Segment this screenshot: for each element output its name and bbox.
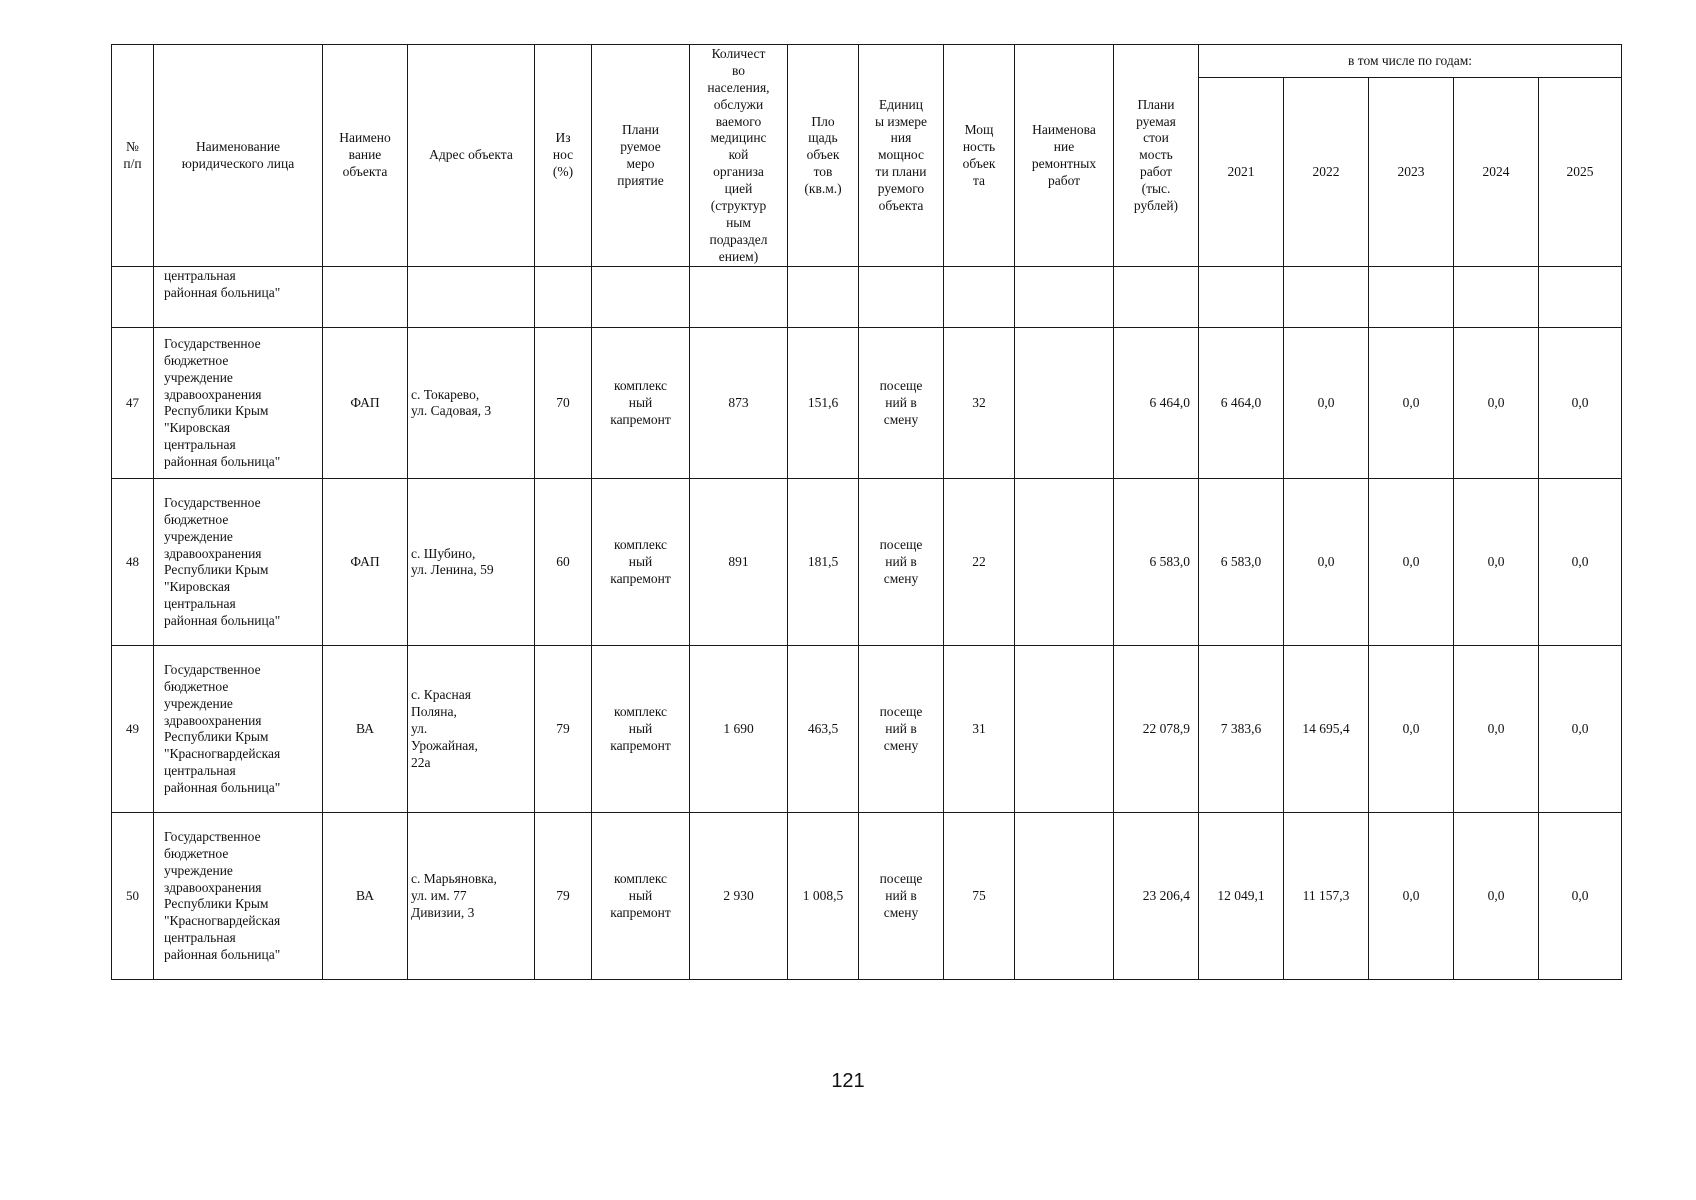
repair-plan-table: [111, 44, 1622, 980]
cell-population: 891: [690, 479, 788, 646]
cell-capacity-unit: посеще ний в смену: [859, 813, 944, 980]
cell-measure: комплекс ный капремонт: [592, 646, 690, 813]
cell-repair-name: [1015, 328, 1114, 479]
table-row: [112, 328, 1622, 479]
cell-capacity: 31: [944, 646, 1015, 813]
cell-year-2022: 14 695,4: [1284, 646, 1369, 813]
cell-year-2022: 11 157,3: [1284, 813, 1369, 980]
cell-empty: [690, 267, 788, 328]
cell-empty: [112, 267, 154, 328]
cell-year-2021: 12 049,1: [1199, 813, 1284, 980]
cell-address: с. Красная Поляна, ул. Урожайная, 22а: [408, 646, 535, 813]
cell-year-2023: 0,0: [1369, 646, 1454, 813]
header-area: Пло щадь объек тов (кв.м.): [788, 45, 859, 267]
cell-year-2023: 0,0: [1369, 813, 1454, 980]
cell-population: 873: [690, 328, 788, 479]
cell-empty: [592, 267, 690, 328]
cell-capacity: 75: [944, 813, 1015, 980]
cell-year-2024: 0,0: [1454, 646, 1539, 813]
table-row-continuation: [112, 267, 1622, 328]
header-legal-entity: Наименование юридического лица: [154, 45, 323, 267]
header-row-top: [112, 45, 1622, 78]
cell-year-2023: 0,0: [1369, 479, 1454, 646]
cell-empty: [1454, 267, 1539, 328]
cell-capacity-unit: посеще ний в смену: [859, 646, 944, 813]
header-year-2024: 2024: [1454, 78, 1539, 267]
cell-object-name: ФАП: [323, 479, 408, 646]
cell-capacity: 22: [944, 479, 1015, 646]
header-object-name: Наимено вание объекта: [323, 45, 408, 267]
header-planned-measure: Плани руемое меро приятие: [592, 45, 690, 267]
header-by-years: в том числе по годам:: [1199, 45, 1622, 78]
cell-repair-name: [1015, 479, 1114, 646]
cell-year-2023: 0,0: [1369, 328, 1454, 479]
cell-legal-entity: Государственное бюджетное учреждение здравоохранения Республики Крым "Красногвардейская центральная районная больница": [154, 646, 323, 813]
cell-empty: [788, 267, 859, 328]
header-wear: Из нос (%): [535, 45, 592, 267]
cell-year-2024: 0,0: [1454, 813, 1539, 980]
cell-population: 1 690: [690, 646, 788, 813]
header-year-2022: 2022: [1284, 78, 1369, 267]
cell-wear: 60: [535, 479, 592, 646]
header-address: Адрес объекта: [408, 45, 535, 267]
page-number: 121: [831, 1070, 865, 1092]
cell-year-2025: 0,0: [1539, 646, 1622, 813]
cell-legal-entity: Государственное бюджетное учреждение здравоохранения Республики Крым "Кировская центральная районная больница": [154, 479, 323, 646]
cell-capacity-unit: посеще ний в смену: [859, 328, 944, 479]
cell-planned-cost: 6 464,0: [1114, 328, 1199, 479]
cell-year-2022: 0,0: [1284, 479, 1369, 646]
header-population: Количест во населения, обслужи ваемого медицинс кой организа цией (структур ным подраздел ением): [690, 45, 788, 267]
cell-object-name: ВА: [323, 646, 408, 813]
cell-year-2021: 7 383,6: [1199, 646, 1284, 813]
table-row: [112, 479, 1622, 646]
cell-num: 50: [112, 813, 154, 980]
table-header: [112, 45, 1622, 267]
cell-legal-entity: Государственное бюджетное учреждение здравоохранения Республики Крым "Кировская центральная районная больница": [154, 328, 323, 479]
cell-year-2024: 0,0: [1454, 328, 1539, 479]
cell-wear: 79: [535, 813, 592, 980]
cell-area: 1 008,5: [788, 813, 859, 980]
cell-area: 151,6: [788, 328, 859, 479]
cell-num: 47: [112, 328, 154, 479]
cell-empty: [1199, 267, 1284, 328]
cell-object-name: ФАП: [323, 328, 408, 479]
cell-empty: [323, 267, 408, 328]
cell-measure: комплекс ный капремонт: [592, 328, 690, 479]
cell-planned-cost: 23 206,4: [1114, 813, 1199, 980]
cell-address: с. Шубино, ул. Ленина, 59: [408, 479, 535, 646]
header-year-2025: 2025: [1539, 78, 1622, 267]
header-year-2021: 2021: [1199, 78, 1284, 267]
cell-wear: 70: [535, 328, 592, 479]
cell-wear: 79: [535, 646, 592, 813]
cell-empty: [1539, 267, 1622, 328]
cell-empty: [1114, 267, 1199, 328]
cell-population: 2 930: [690, 813, 788, 980]
header-year-2023: 2023: [1369, 78, 1454, 267]
table-body: [112, 267, 1622, 980]
table-row: [112, 813, 1622, 980]
cell-address: с. Токарево, ул. Садовая, 3: [408, 328, 535, 479]
cell-area: 181,5: [788, 479, 859, 646]
cell-area: 463,5: [788, 646, 859, 813]
cell-num: 49: [112, 646, 154, 813]
header-planned-cost: Плани руемая стои мость работ (тыс. рублей): [1114, 45, 1199, 267]
cell-empty: [859, 267, 944, 328]
cell-planned-cost: 22 078,9: [1114, 646, 1199, 813]
header-capacity: Мощ ность объек та: [944, 45, 1015, 267]
cell-legal-entity: Государственное бюджетное учреждение здравоохранения Республики Крым "Красногвардейская центральная районная больница": [154, 813, 323, 980]
cell-empty: [944, 267, 1015, 328]
cell-empty: [1015, 267, 1114, 328]
cell-repair-name: [1015, 646, 1114, 813]
cell-year-2025: 0,0: [1539, 479, 1622, 646]
cell-num: 48: [112, 479, 154, 646]
cell-year-2022: 0,0: [1284, 328, 1369, 479]
cell-year-2024: 0,0: [1454, 479, 1539, 646]
cell-empty: [408, 267, 535, 328]
cell-capacity: 32: [944, 328, 1015, 479]
cell-measure: комплекс ный капремонт: [592, 479, 690, 646]
cell-year-2021: 6 464,0: [1199, 328, 1284, 479]
cell-repair-name: [1015, 813, 1114, 980]
cell-legal-entity: центральная районная больница": [154, 267, 323, 328]
cell-object-name: ВА: [323, 813, 408, 980]
header-repair-name: Наименова ние ремонтных работ: [1015, 45, 1114, 267]
header-num: № п/п: [112, 45, 154, 267]
cell-empty: [1369, 267, 1454, 328]
cell-planned-cost: 6 583,0: [1114, 479, 1199, 646]
cell-address: с. Марьяновка, ул. им. 77 Дивизии, 3: [408, 813, 535, 980]
table-row: [112, 646, 1622, 813]
cell-measure: комплекс ный капремонт: [592, 813, 690, 980]
cell-empty: [1284, 267, 1369, 328]
cell-capacity-unit: посеще ний в смену: [859, 479, 944, 646]
cell-year-2025: 0,0: [1539, 328, 1622, 479]
cell-year-2021: 6 583,0: [1199, 479, 1284, 646]
cell-empty: [535, 267, 592, 328]
cell-year-2025: 0,0: [1539, 813, 1622, 980]
header-capacity-unit: Единиц ы измере ния мощнос ти плани руемого объекта: [859, 45, 944, 267]
